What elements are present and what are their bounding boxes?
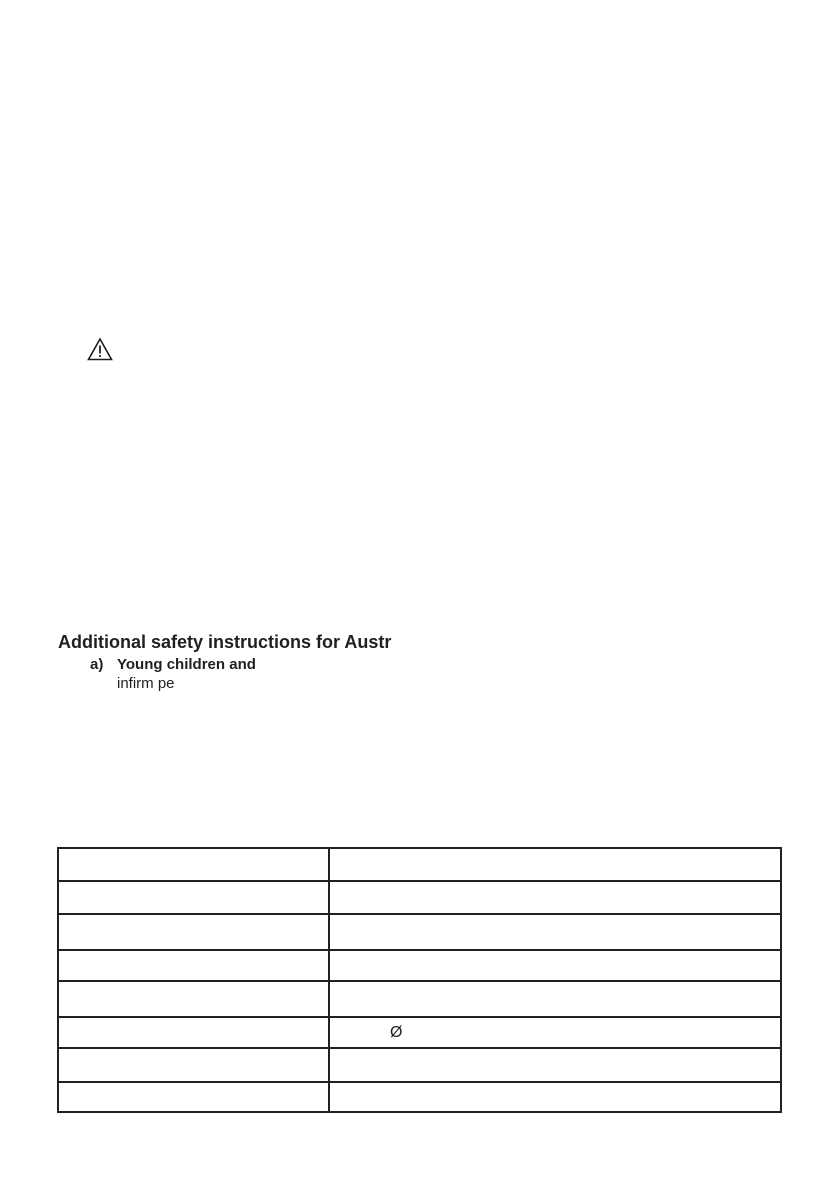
spec-label-cell [58,1017,329,1048]
list-item-continuation: infirm pe [117,675,175,692]
table-row [58,848,781,881]
table-row [58,881,781,914]
table-row [58,981,781,1017]
spec-label-cell [58,881,329,914]
warning-triangle-icon [87,337,113,361]
table-row [58,950,781,981]
table-row [58,914,781,950]
spec-value-cell [329,914,781,950]
spec-label-cell [58,981,329,1017]
spec-value-cell [329,881,781,914]
diameter-icon: Ø [390,1024,403,1041]
spec-value-cell [329,1048,781,1082]
spec-label-cell [58,914,329,950]
table-row [58,1082,781,1112]
specification-table [57,847,782,1113]
table-row [58,1048,781,1082]
list-item-lead: Young children and [117,656,256,673]
section-heading: Additional safety instructions for Austr [58,632,392,652]
spec-value-cell [329,1017,781,1048]
list-item-marker: a) [90,656,104,673]
spec-value-cell [329,950,781,981]
table-row [58,1017,781,1048]
spec-label-cell [58,848,329,881]
spec-value-cell [329,1082,781,1112]
spec-label-cell [58,950,329,981]
spec-label-cell [58,1048,329,1082]
spec-label-cell [58,1082,329,1112]
spec-value-cell [329,981,781,1017]
spec-value-cell [329,848,781,881]
